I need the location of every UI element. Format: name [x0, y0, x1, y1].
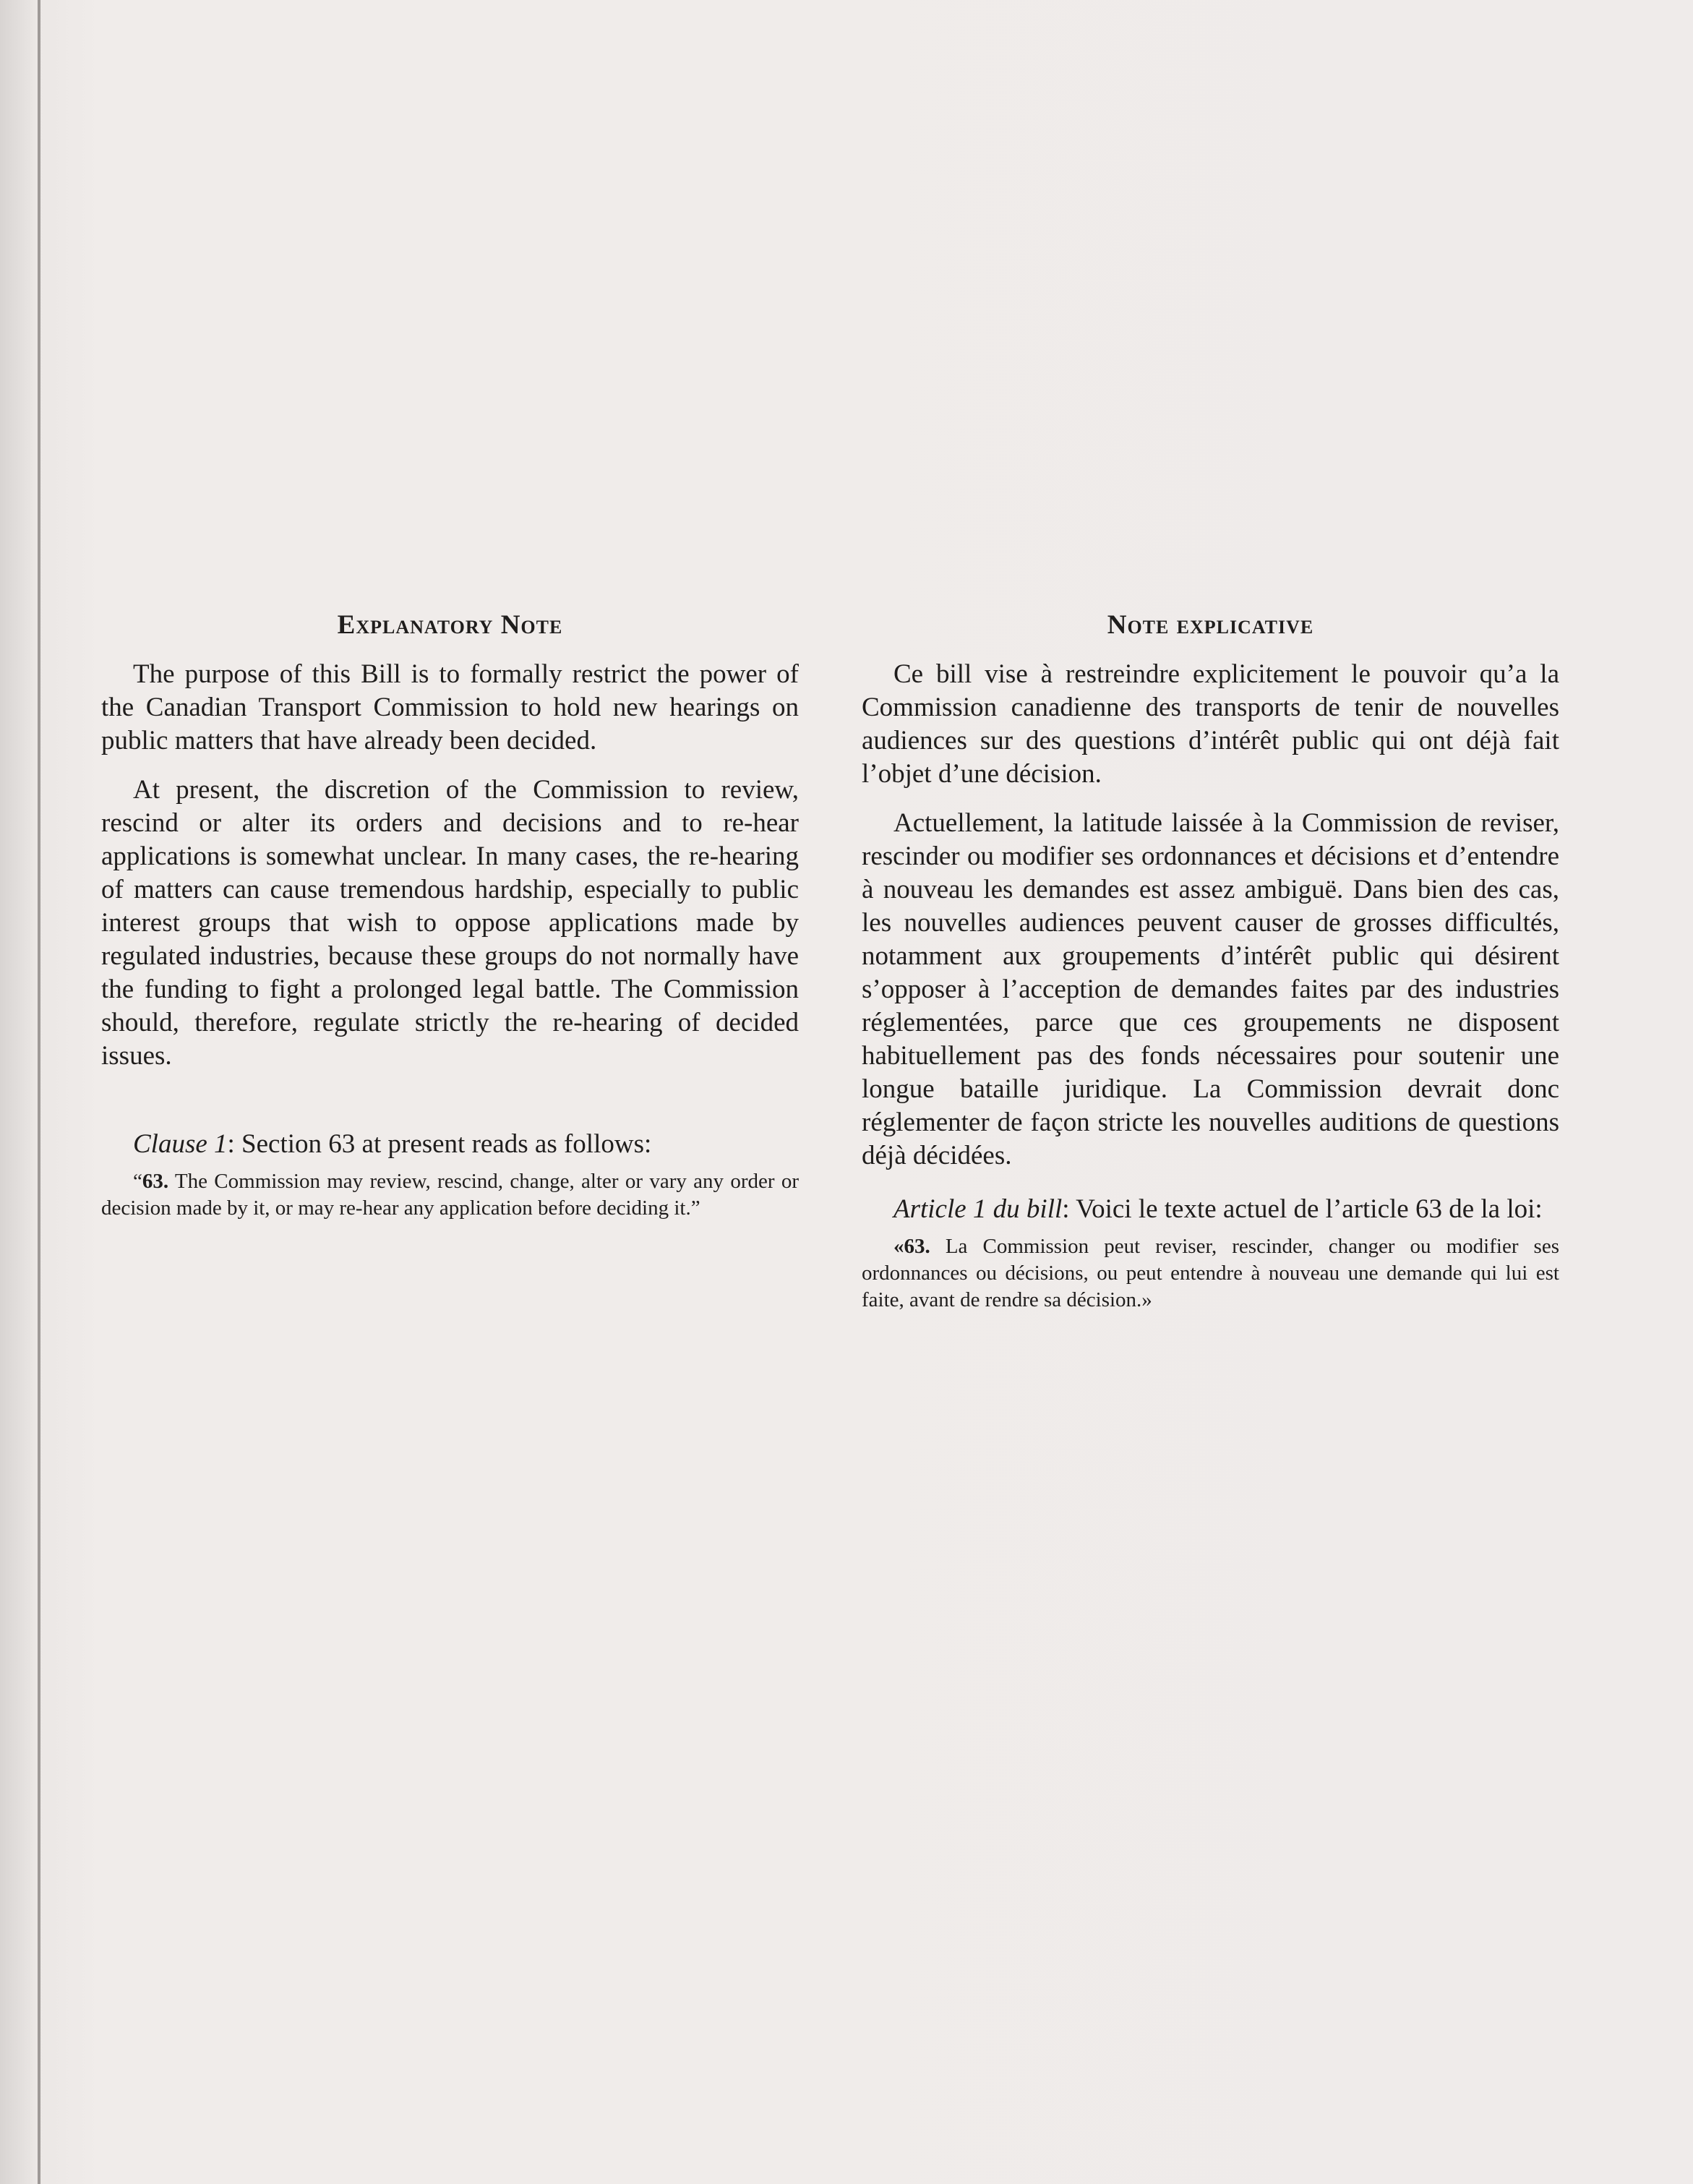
english-column [101, 607, 799, 1222]
french-quote-open: « [893, 1235, 904, 1258]
english-clause-intro [101, 1128, 799, 1161]
english-clause-text: : Section 63 at present reads as follows: [227, 1129, 652, 1159]
explanatory-note-heading: Explanatory Note [337, 610, 563, 640]
english-quote-text: The Commission may review, rescind, change, alter or vary any order or decision made by it, or may re-hear any application before deciding it.” [101, 1170, 799, 1220]
french-clause-text: : Voici le texte actuel de l’article 63 de la loi: [1062, 1194, 1543, 1224]
english-clause-label: Clause 1 [133, 1129, 228, 1159]
french-paragraph-1: Ce bill vise à restreindre explicitement le pouvoir qu’a la Commission canadienne des transports de tenir de nouvelles audiences sur des questions d’intérêt public qui ont déjà fait l’objet d’une décision. [862, 659, 1559, 789]
english-clause-block [101, 1128, 799, 1222]
french-clause-block [862, 1193, 1559, 1314]
french-clause-intro [862, 1193, 1559, 1226]
french-section-quote [862, 1233, 1559, 1314]
binding-edge [38, 0, 40, 2184]
french-section-number: 63. [904, 1235, 930, 1258]
french-paragraph-2: Actuellement, la latitude laissée à la Commission de reviser, rescinder ou modifier ses ordonnances et décisions et d’entendre à nouveau les demandes est assez ambiguë. Dans bien des cas, les nouvelles audiences peuvent causer de grosses difficultés, notamment aux groupements d’intérêt public qui désirent s’opposer à l’acception de demandes faites par des industries réglementées, parce que ces groupements ne disposent habituellement pas des fonds nécessaires pour soutenir une longue bataille juridique. La Commission devrait donc réglementer de façon stricte les nouvelles auditions de questions déjà décidées. [862, 808, 1559, 1170]
english-section-number: 63. [142, 1170, 169, 1193]
french-quote-text: La Commission peut reviser, rescinder, changer ou modifier ses ordonnances ou décisions, ou peut entendre à nouveau une demande qui lui est faite, avant de rendre sa décision.» [862, 1235, 1559, 1311]
english-paragraph-2: At present, the discretion of the Commission to review, rescind or alter its orders and decisions and to re-hear applications is somewhat unclear. In many cases, the re-hearing of matters can cause tremendous hardship, especially to public interest groups that wish to oppose applications made by regulated industries, because these groups do not normally have the funding to fight a prolonged legal battle. The Commission should, therefore, regulate strictly the re-hearing of decided issues. [101, 775, 799, 1071]
note-explicative-heading: Note explicative [1107, 610, 1314, 640]
english-section-quote [101, 1168, 799, 1222]
french-clause-label: Article 1 du bill [893, 1194, 1063, 1224]
english-paragraph-1: The purpose of this Bill is to formally restrict the power of the Canadian Transport Commission to hold new hearings on public matters that have already been decided. [101, 659, 799, 755]
french-column [862, 607, 1559, 1314]
english-quote-open: “ [133, 1170, 142, 1193]
